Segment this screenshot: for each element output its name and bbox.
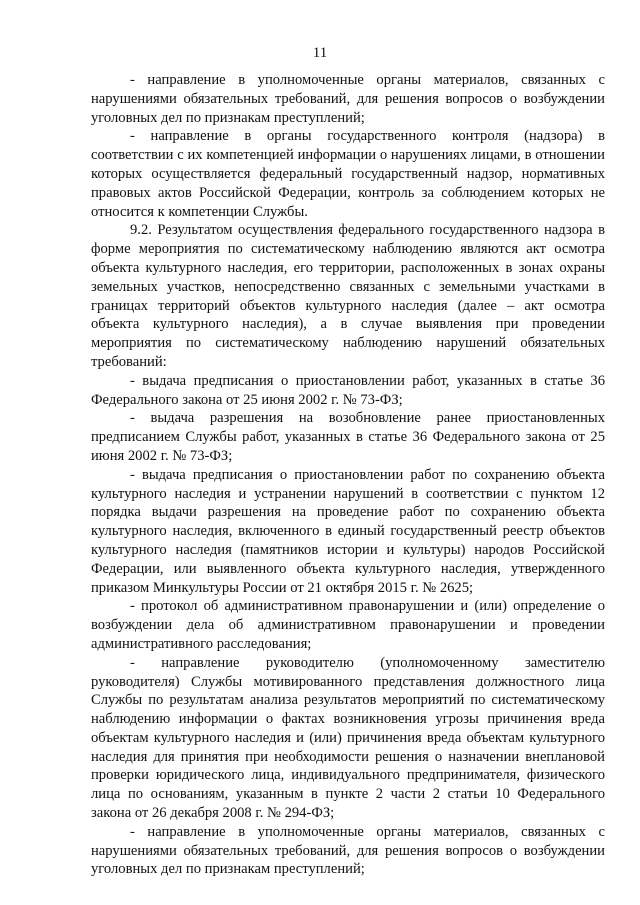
paragraph-referral-criminal: - направление в уполномоченные органы материалов, связанных с нарушениями обязательных требований, для решения вопросов о возбуждении уголовных дел по признакам преступлений; <box>91 72 605 126</box>
paragraph-administrative-protocol: - протокол об административном правонарушении и (или) определение о возбуждении дела об административном правонарушении и проведении административного расследования; <box>91 598 605 652</box>
paragraph-9-2-result: 9.2. Результатом осуществления федерального государственного надзора в форме мероприятия по систематическому наблюдению являются акт осмотра объекта культурного наследия, его территории, расположенных в зонах охраны земельных участков, непосредственно связанных с земельными участками в границах территорий объектов культурного наследия (далее – акт осмотра объекта культурного наследия), а в случае выявления при проведении мероприятия по систематическому наблюдению нарушений обязательных требований: <box>91 222 605 370</box>
paragraph-referral-control-bodies: - направление в органы государственного контроля (надзора) в соответствии с их компетенцией информации о нарушениях лицами, в отношении которых осуществляется федеральный государственный надзор, нормативных правовых актов Российской Федерации, контроль за соблюдением которых не относится к компетенции Службы. <box>91 128 605 220</box>
paragraph-referral-criminal-repeat: - направление в уполномоченные органы материалов, связанных с нарушениями обязательных требований, для решения вопросов о возбуждении уголовных дел по признакам преступлений; <box>91 823 605 878</box>
page-number: 11 <box>312 45 328 61</box>
paragraph-resumption-permit: - выдача разрешения на возобновление ранее приостановленных предписанием Службы работ, указанных в статье 36 Федерального закона от 25 июня 2002 г. № 73-ФЗ; <box>91 410 605 464</box>
document-body <box>91 71 605 879</box>
paragraph-reasoned-submission: - направление руководителю (уполномоченному заместителю руководителя) Службы мотивированного представления должностного лица Службы по результатам анализа результатов мероприятий по систематическому наблюдению информации о фактах возникновения угрозы причинения вреда объектам культурного наследия и (или) причинения вреда объектам культурного наследия для принятия при необходимости решения о назначении внеплановой проверки юридического лица, индивидуального предпринимателя, физического лица по основаниям, указанным в пункте 2 части 2 статьи 10 Федерального закона от 26 декабря 2008 г. № 294-ФЗ; <box>91 654 605 822</box>
paragraph-suspension-order: - выдача предписания о приостановлении работ, указанных в статье 36 Федерального закона от 25 июня 2002 г. № 73-ФЗ; <box>91 372 605 408</box>
paragraph-preservation-suspension-order: - выдача предписания о приостановлении работ по сохранению объекта культурного наследия и устранении нарушений в соответствии с пунктом 12 порядка выдачи разрешения на проведение работ по сохранению объекта культурного наследия, включенного в единый государственный реестр объектов культурного наследия (памятников истории и культуры) народов Российской Федерации, или выявленного объекта культурного наследия, утвержденного приказом Минкультуры России от 21 октября 2015 г. № 2625; <box>91 466 605 596</box>
